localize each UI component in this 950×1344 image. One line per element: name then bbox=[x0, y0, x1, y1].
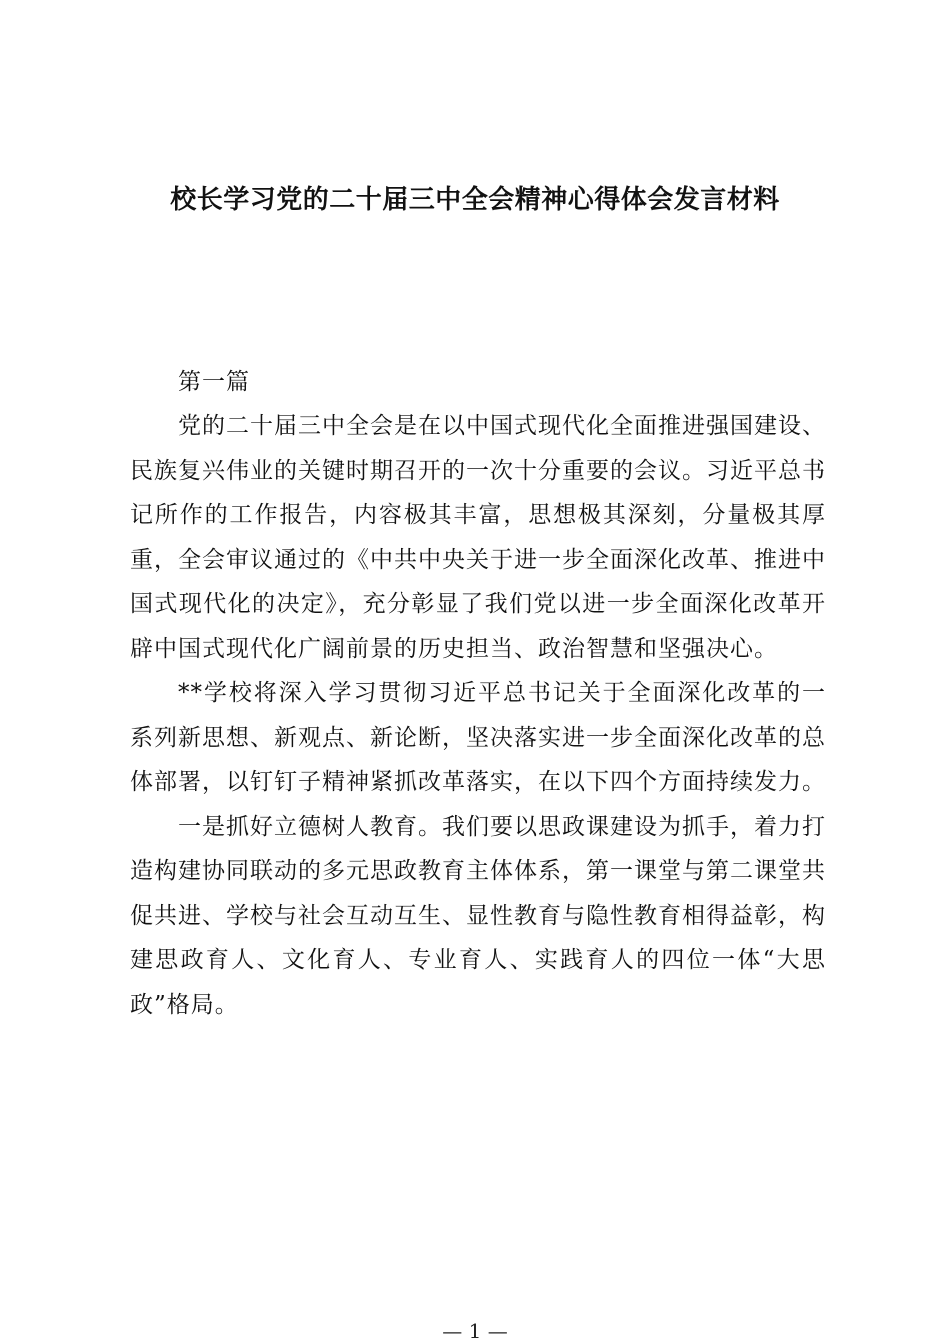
document-title: 校长学习党的二十届三中全会精神心得体会发言材料 bbox=[170, 185, 780, 215]
paragraph-1: 党的二十届三中全会是在以中国式现代化全面推进强国建设、民族复兴伟业的关键时期召开的一次十分重要的会议。习近平总书记所作的工作报告，内容极其丰富，思想极其深刻，分量极其厚重，全会审议通过的《中共中央关于进一步全面深化改革、推进中国式现代化的决定》，充分彰显了我们党以进一步全面深化改革开辟中国式现代化广阔前景的历史担当、政治智慧和坚强决心。 bbox=[130, 413, 826, 662]
paragraph-2: **学校将深入学习贯彻习近平总书记关于全面深化改革的一系列新思想、新观点、新论断，坚决落实进一步全面深化改革的总体部署，以钉钉子精神紧抓改革落实，在以下四个方面持续发力。 bbox=[130, 680, 826, 795]
document-body bbox=[130, 360, 826, 1027]
section-label: 第一篇 bbox=[178, 369, 250, 395]
page-number: — 1 — bbox=[442, 1319, 508, 1343]
paragraph-3: 一是抓好立德树人教育。我们要以思政课建设为抓手，着力打造构建协同联动的多元思政教育主体体系，第一课堂与第二课堂共促共进、学校与社会互动互生、显性教育与隐性教育相得益彰，构建思政育人、文化育人、专业育人、实践育人的四位一体“大思政”格局。 bbox=[130, 813, 826, 1018]
